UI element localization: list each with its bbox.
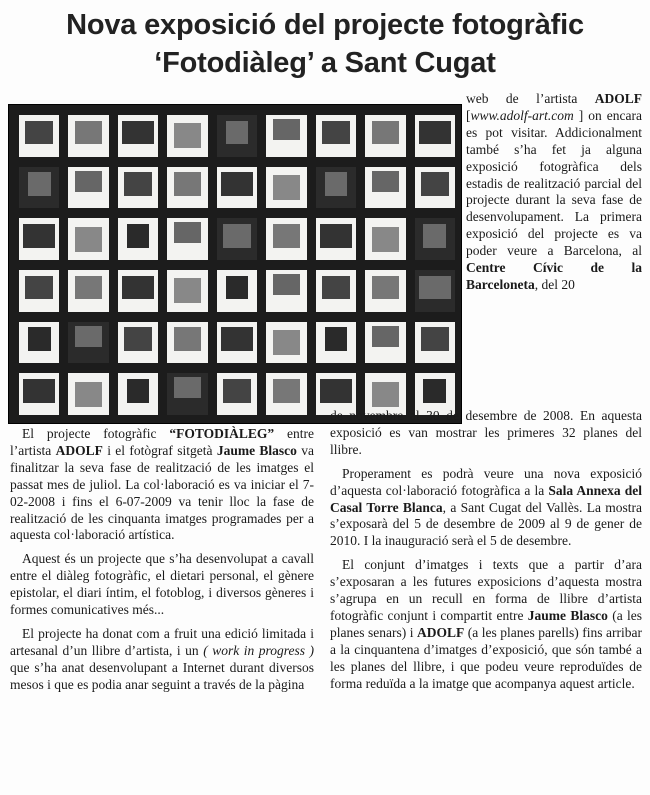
photo-print <box>167 115 207 157</box>
artist-website-link[interactable]: www.adolf-art.com <box>470 107 574 123</box>
photo-print <box>365 115 405 157</box>
photo-print <box>68 167 108 209</box>
photo-print <box>316 322 356 364</box>
text-run: ] on encara es pot visitar. Addicionalment també s’ha fet ja alguna exposició fotogràfica dels estadis de realització parcial del projecte durant la seva fase de desenvolupament. La primera exposició del projecte es va poder veure a Barcelona, al <box>466 107 642 259</box>
middle-column <box>330 408 642 700</box>
venue-name: Centre Cívic de la Barceloneta <box>466 260 642 292</box>
photo-print <box>118 373 158 415</box>
photo-print <box>167 322 207 364</box>
photo-print <box>415 115 455 157</box>
photo-print <box>266 322 306 364</box>
left-column <box>10 426 314 701</box>
paragraph-1 <box>10 426 314 544</box>
headline-line-2: ‘Fotodiàleg’ a Sant Cugat <box>154 47 496 79</box>
artist-name: ADOLF <box>594 91 642 106</box>
photo-print <box>19 270 59 312</box>
text-run: , del 20 <box>534 276 575 292</box>
text-run: (a les planes parells) fins arribar a la cinquantena d’imatges d’exposició, que són també a les planes del llibre, i que podeu veure reproduïdes de forma reduïda a la imatge que acompanya aquest article. <box>330 624 642 691</box>
photo-print <box>217 373 257 415</box>
paragraph-4: de novembre al 30 de desembre de 2008. En aquesta exposició es van mostrar les primeres 32 planes del llibre. <box>330 408 642 457</box>
photo-print <box>365 270 405 312</box>
photo-print <box>217 270 257 312</box>
photo-print <box>415 167 455 209</box>
photo-print <box>118 115 158 157</box>
photo-print <box>217 167 257 209</box>
photo-print <box>217 322 257 364</box>
photo-print <box>118 167 158 209</box>
photographer-name: Jaume Blasco <box>527 607 608 623</box>
text-run: El conjunt d’imatges i texts que a partir d’ara s’exposaran a les futures exposicions d’aquesta mostra s’agrupa en un recull en forma de llibre d’artista fotogràfic conjunt i compartit entre <box>330 557 642 623</box>
photo-print <box>415 322 455 364</box>
venue-name: Sala Annexa del Casal Torre Blanca <box>330 482 642 515</box>
headline <box>10 6 640 82</box>
photo-print <box>415 270 455 312</box>
text-run: web de l’artista <box>466 91 595 106</box>
headline-line-1: Nova exposició del projecte fotogràfic <box>66 9 584 41</box>
photo-print <box>167 218 207 260</box>
photo-print <box>217 218 257 260</box>
photo-print <box>118 218 158 260</box>
photo-print <box>19 322 59 364</box>
paragraph-6 <box>330 557 642 692</box>
photo-print <box>365 322 405 364</box>
text-run: va finalitzar la seva fase de realització de les imatges el passat mes de juliol. La col·laboració es va iniciar el 7-02-2008 i fins el 6-07-2009 va tenir lloc la fase de realització de les cinquanta imatges programades per a aquesta col·laboració artística. <box>10 442 315 543</box>
photo-print <box>266 115 306 157</box>
photo-print <box>68 270 108 312</box>
text-run: (a les planes senars) i <box>330 607 643 640</box>
photo-print <box>118 270 158 312</box>
paragraph-5 <box>330 466 642 551</box>
photo-print <box>266 373 306 415</box>
photo-print <box>365 218 405 260</box>
photo-print <box>68 115 108 157</box>
photo-print <box>167 167 207 209</box>
photo-print <box>217 115 257 157</box>
photo-print <box>316 167 356 209</box>
text-run: , a Sant Cugat del Vallès. La mostra s’exposarà del 5 de desembre de 2009 al 9 de gener de 2010. I la inauguració serà el 5 de desembre. <box>330 499 643 549</box>
photo-print <box>68 322 108 364</box>
photo-wall-grid <box>19 115 455 415</box>
photo-print <box>118 322 158 364</box>
paragraph-2: Aquest és un projecte que s’ha desenvolupat a cavall entre el diàleg fotogràfic, el dietari personal, el gènere epistolar, el diari íntim, el fotoblog, i diversos gèneres i formes comunicatives més... <box>10 551 314 618</box>
photo-print <box>68 373 108 415</box>
photo-print <box>266 167 306 209</box>
photo-print <box>167 270 207 312</box>
photo-print <box>68 218 108 260</box>
italic-phrase: ( work in progress ) <box>203 642 315 658</box>
photo-print <box>316 270 356 312</box>
photo-print <box>316 115 356 157</box>
photo-print <box>266 270 306 312</box>
photo-print <box>415 218 455 260</box>
project-name: “FOTODIÀLEG” <box>169 426 275 441</box>
exhibition-photo <box>8 104 462 424</box>
photo-print <box>365 167 405 209</box>
text-run: i el fotògraf sitgetà <box>102 442 217 458</box>
artist-name: ADOLF <box>55 442 103 458</box>
photo-print <box>19 373 59 415</box>
artist-name: ADOLF <box>417 624 465 640</box>
text-run: El projecte fotogràfic <box>22 426 170 441</box>
photo-print <box>19 167 59 209</box>
photographer-name: Jaume Blasco <box>216 442 297 458</box>
text-run: Properament es podrà veure una nova exposició d’aquesta col·laboració fotogràfica a la <box>330 465 642 498</box>
right-column-paragraph <box>466 91 642 294</box>
paragraph-3 <box>10 626 314 694</box>
text-run: entre l’artista <box>10 426 314 458</box>
right-column <box>466 91 642 301</box>
photo-print <box>266 218 306 260</box>
text-run: [ <box>466 107 471 123</box>
text-run: que s’ha anat desenvolupant a Internet durant diversos mesos i que es podia anar seguint a través de la pàgina <box>10 659 314 692</box>
photo-print <box>167 373 207 415</box>
text-run: El projecte ha donat com a fruit una edició limitada i artesanal d’un llibre d’artista, i un <box>10 625 314 658</box>
photo-print <box>19 115 59 157</box>
photo-print <box>316 218 356 260</box>
photo-print <box>19 218 59 260</box>
